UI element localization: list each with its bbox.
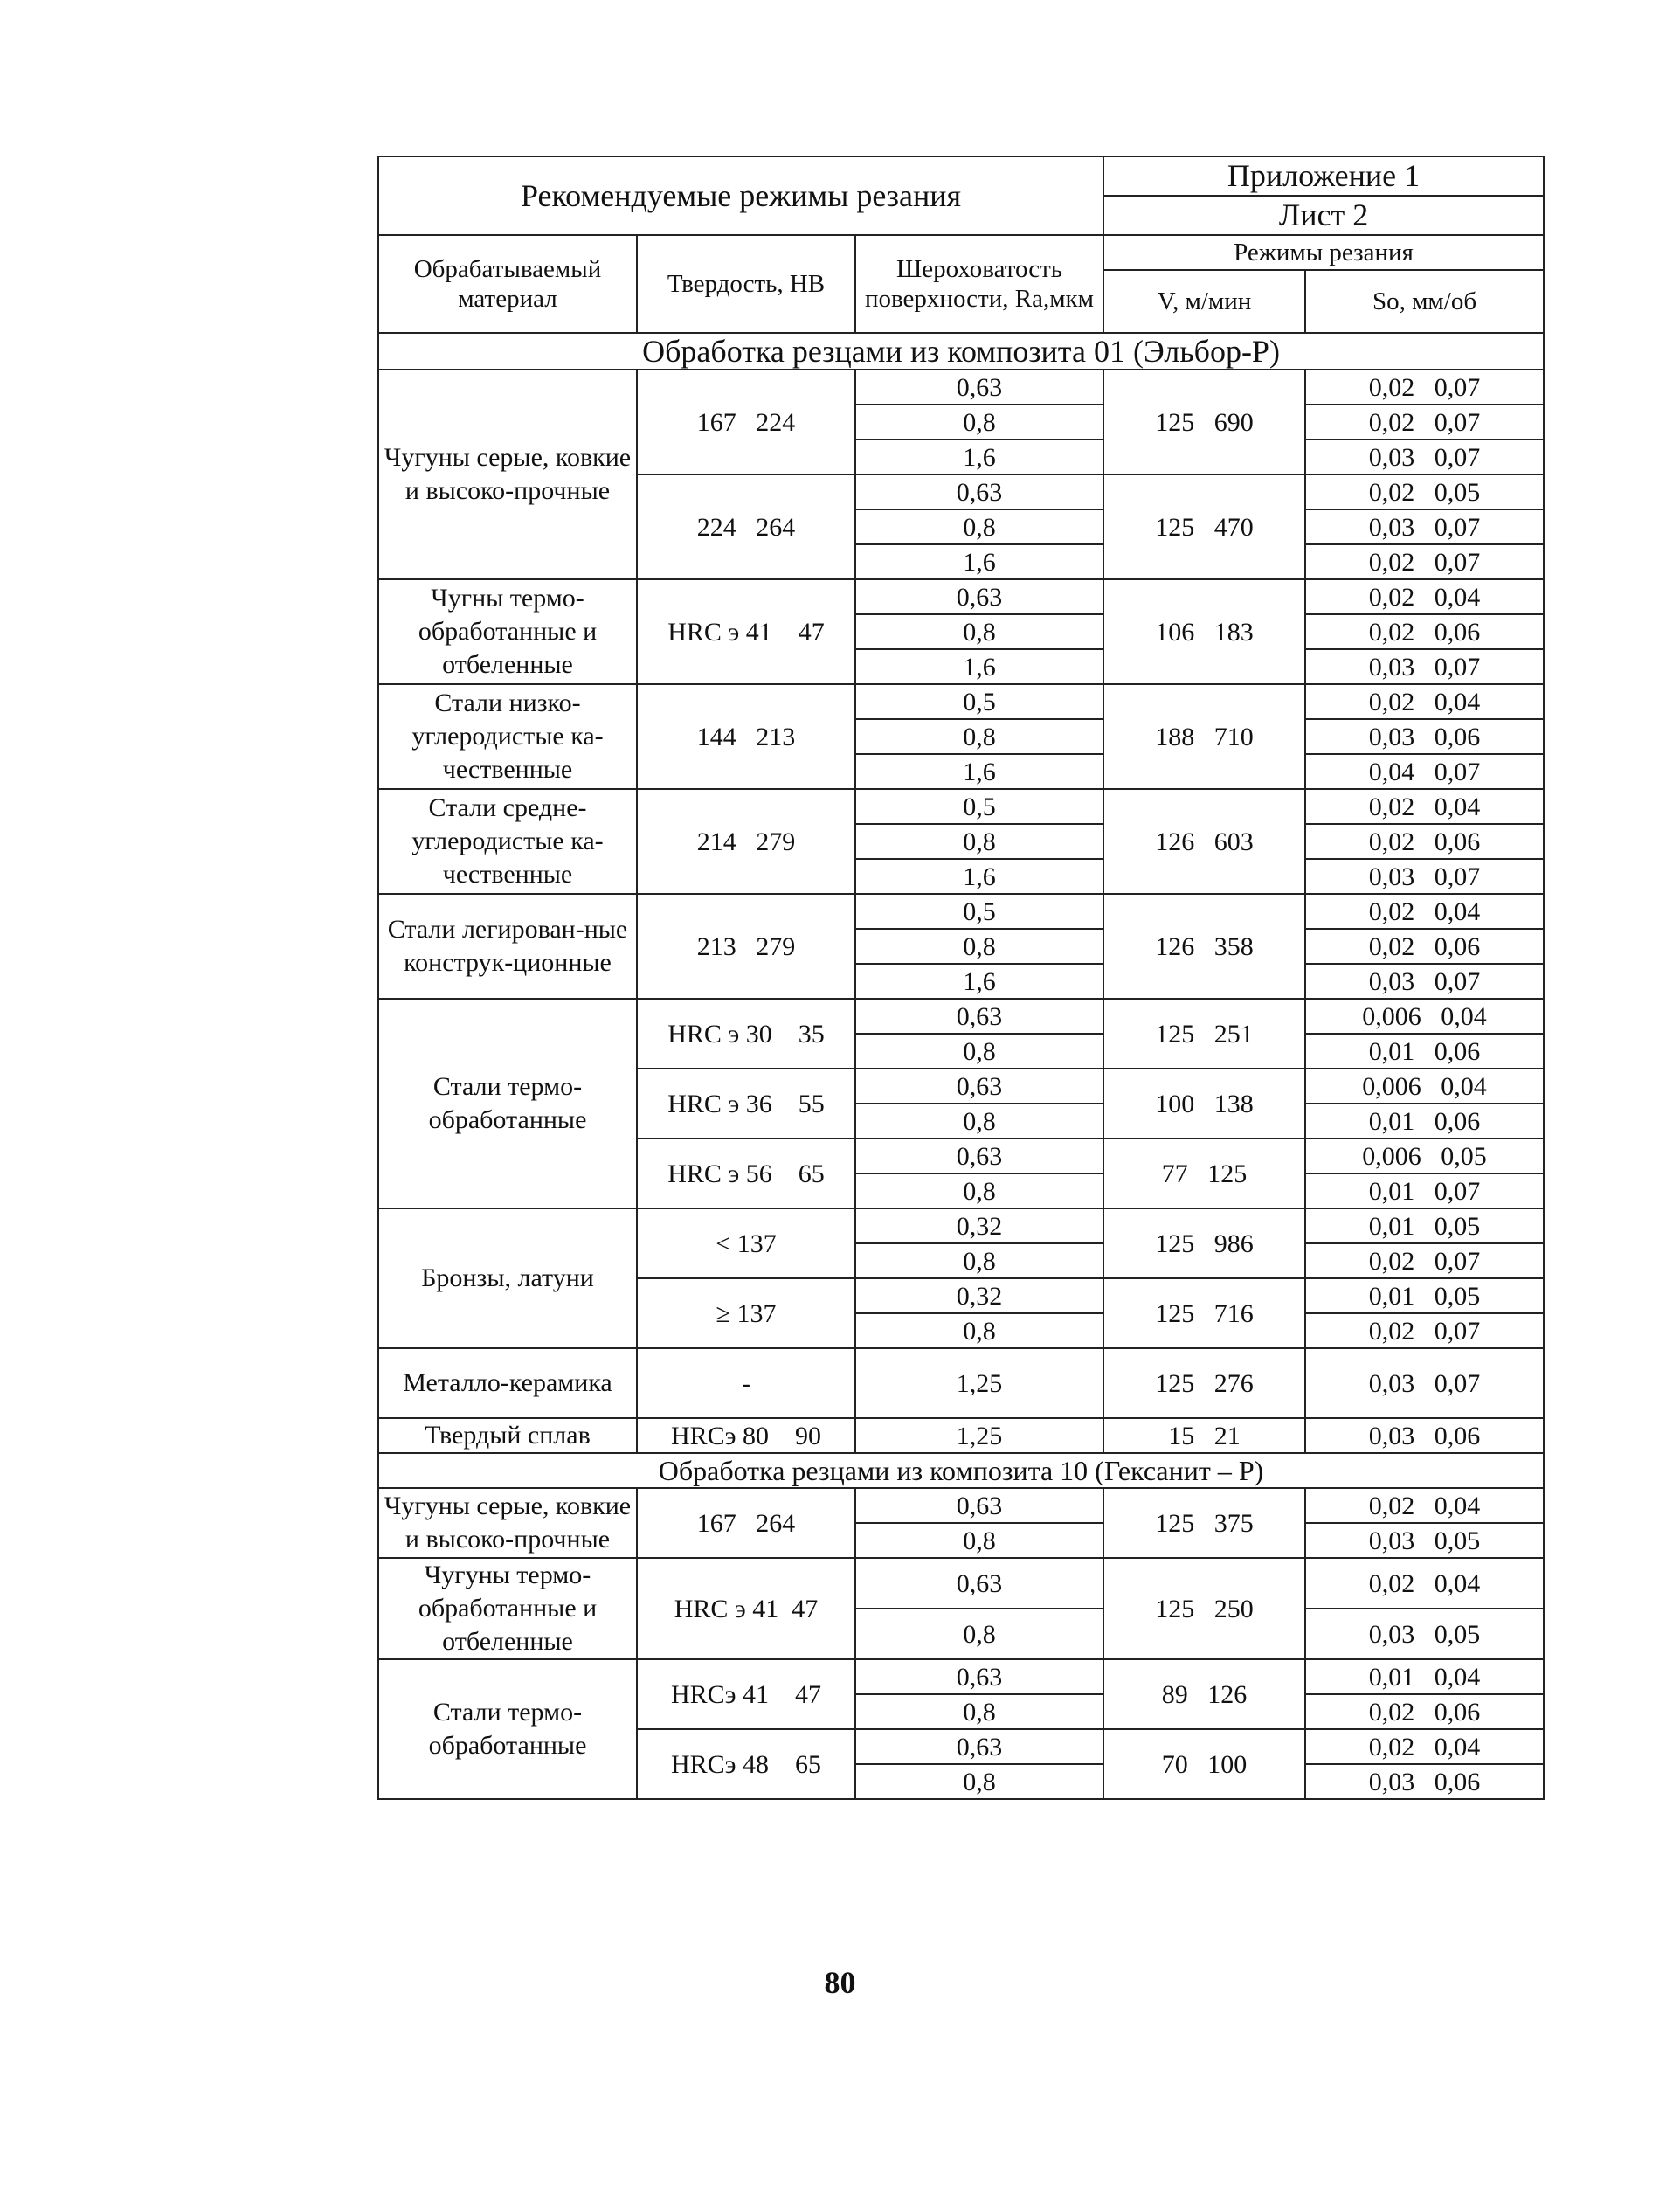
table-row bbox=[378, 1558, 1544, 1609]
roughness-cell: 1,25 bbox=[855, 1348, 1103, 1418]
hardness-cell: HRCэ 48 65 bbox=[637, 1729, 855, 1799]
feed-cell: 0,03 0,06 bbox=[1305, 1764, 1544, 1799]
hardness-cell: HRC э 41 47 bbox=[637, 579, 855, 684]
col-roughness-header: Шероховатость поверхности, Ra,мкм bbox=[855, 235, 1103, 333]
feed-cell: 0,006 0,05 bbox=[1305, 1139, 1544, 1173]
table-row bbox=[378, 894, 1544, 929]
roughness-cell: 0,5 bbox=[855, 684, 1103, 719]
table-row bbox=[378, 579, 1544, 614]
speed-cell: 70 100 bbox=[1103, 1729, 1305, 1799]
material-cell: Стали легирован-ные конструк-ционные bbox=[378, 894, 637, 999]
speed-cell: 126 358 bbox=[1103, 894, 1305, 999]
speed-cell: 125 250 bbox=[1103, 1558, 1305, 1659]
feed-cell: 0,03 0,07 bbox=[1305, 1348, 1544, 1418]
speed-cell: 188 710 bbox=[1103, 684, 1305, 789]
hardness-cell: 167 224 bbox=[637, 370, 855, 474]
feed-cell: 0,006 0,04 bbox=[1305, 1069, 1544, 1104]
table-row bbox=[378, 789, 1544, 824]
hardness-cell: HRC э 30 35 bbox=[637, 999, 855, 1069]
roughness-cell: 0,63 bbox=[855, 1488, 1103, 1523]
col-feed-header: So, мм/об bbox=[1305, 270, 1544, 333]
feed-cell: 0,03 0,06 bbox=[1305, 1418, 1544, 1453]
roughness-cell: 1,6 bbox=[855, 859, 1103, 894]
hardness-cell: ≥ 137 bbox=[637, 1278, 855, 1348]
roughness-cell: 0,8 bbox=[855, 1034, 1103, 1069]
speed-cell: 125 276 bbox=[1103, 1348, 1305, 1418]
feed-cell: 0,04 0,07 bbox=[1305, 754, 1544, 789]
speed-cell: 125 986 bbox=[1103, 1208, 1305, 1278]
material-cell: Стали низко-углеродистые ка-чественные bbox=[378, 684, 637, 789]
roughness-cell: 0,8 bbox=[855, 1523, 1103, 1558]
material-cell: Твердый сплав bbox=[378, 1418, 637, 1453]
roughness-cell: 0,8 bbox=[855, 1764, 1103, 1799]
speed-cell: 125 470 bbox=[1103, 474, 1305, 579]
table-row bbox=[378, 370, 1544, 405]
material-cell: Стали термо-обработанные bbox=[378, 999, 637, 1208]
hardness-cell: HRC э 56 65 bbox=[637, 1139, 855, 1208]
col-speed-header: V, м/мин bbox=[1103, 270, 1305, 333]
feed-cell: 0,02 0,04 bbox=[1305, 789, 1544, 824]
material-cell: Бронзы, латуни bbox=[378, 1208, 637, 1348]
feed-cell: 0,02 0,04 bbox=[1305, 684, 1544, 719]
feed-cell: 0,01 0,06 bbox=[1305, 1104, 1544, 1139]
feed-cell: 0,01 0,04 bbox=[1305, 1659, 1544, 1694]
feed-cell: 0,01 0,05 bbox=[1305, 1208, 1544, 1243]
hardness-cell: < 137 bbox=[637, 1208, 855, 1278]
speed-cell: 106 183 bbox=[1103, 579, 1305, 684]
roughness-cell: 1,25 bbox=[855, 1418, 1103, 1453]
feed-cell: 0,02 0,05 bbox=[1305, 474, 1544, 509]
hardness-cell: - bbox=[637, 1348, 855, 1418]
cutting-modes-table bbox=[377, 156, 1545, 1800]
roughness-cell: 0,8 bbox=[855, 824, 1103, 859]
hardness-cell: 214 279 bbox=[637, 789, 855, 894]
speed-cell: 125 375 bbox=[1103, 1488, 1305, 1558]
roughness-cell: 0,63 bbox=[855, 999, 1103, 1034]
roughness-cell: 0,8 bbox=[855, 1609, 1103, 1659]
feed-cell: 0,01 0,06 bbox=[1305, 1034, 1544, 1069]
feed-cell: 0,02 0,06 bbox=[1305, 614, 1544, 649]
roughness-cell: 0,63 bbox=[855, 579, 1103, 614]
feed-cell: 0,02 0,07 bbox=[1305, 544, 1544, 579]
roughness-cell: 0,8 bbox=[855, 1243, 1103, 1278]
roughness-cell: 0,8 bbox=[855, 1173, 1103, 1208]
hardness-cell: HRC э 41 47 bbox=[637, 1558, 855, 1659]
hardness-cell: 213 279 bbox=[637, 894, 855, 999]
section-title: Обработка резцами из композита 01 (Эльбор-Р) bbox=[378, 333, 1544, 370]
speed-cell: 126 603 bbox=[1103, 789, 1305, 894]
speed-cell: 125 690 bbox=[1103, 370, 1305, 474]
section-row bbox=[378, 1453, 1544, 1488]
roughness-cell: 0,63 bbox=[855, 474, 1103, 509]
roughness-cell: 0,63 bbox=[855, 1659, 1103, 1694]
feed-cell: 0,02 0,07 bbox=[1305, 1243, 1544, 1278]
section-row bbox=[378, 333, 1544, 370]
roughness-cell: 0,8 bbox=[855, 509, 1103, 544]
section-title: Обработка резцами из композита 10 (Гексанит – Р) bbox=[378, 1453, 1544, 1488]
material-cell: Стали термо-обработанные bbox=[378, 1659, 637, 1799]
feed-cell: 0,02 0,07 bbox=[1305, 405, 1544, 440]
material-cell: Стали средне-углеродистые ка-чественные bbox=[378, 789, 637, 894]
roughness-cell: 0,32 bbox=[855, 1278, 1103, 1313]
hardness-cell: 167 264 bbox=[637, 1488, 855, 1558]
feed-cell: 0,03 0,07 bbox=[1305, 859, 1544, 894]
roughness-cell: 0,63 bbox=[855, 1558, 1103, 1609]
feed-cell: 0,02 0,04 bbox=[1305, 579, 1544, 614]
page-number: 80 bbox=[824, 1965, 856, 2000]
speed-cell: 77 125 bbox=[1103, 1139, 1305, 1208]
table-row bbox=[378, 1488, 1544, 1523]
col-modes-header: Режимы резания bbox=[1103, 235, 1544, 270]
roughness-cell: 0,63 bbox=[855, 1139, 1103, 1173]
roughness-cell: 0,8 bbox=[855, 929, 1103, 964]
roughness-cell: 0,63 bbox=[855, 1069, 1103, 1104]
table-body bbox=[378, 333, 1544, 1799]
roughness-cell: 1,6 bbox=[855, 754, 1103, 789]
feed-cell: 0,03 0,07 bbox=[1305, 509, 1544, 544]
table-row bbox=[378, 1348, 1544, 1418]
feed-cell: 0,02 0,04 bbox=[1305, 1488, 1544, 1523]
hardness-cell: 144 213 bbox=[637, 684, 855, 789]
speed-cell: 125 251 bbox=[1103, 999, 1305, 1069]
feed-cell: 0,03 0,05 bbox=[1305, 1523, 1544, 1558]
hardness-cell: HRCэ 80 90 bbox=[637, 1418, 855, 1453]
table-title: Рекомендуемые режимы резания bbox=[378, 156, 1103, 235]
roughness-cell: 0,8 bbox=[855, 1694, 1103, 1729]
material-cell: Чугуны термо-обработанные и отбеленные bbox=[378, 1558, 637, 1659]
feed-cell: 0,02 0,06 bbox=[1305, 824, 1544, 859]
feed-cell: 0,03 0,05 bbox=[1305, 1609, 1544, 1659]
table-row bbox=[378, 999, 1544, 1034]
speed-cell: 100 138 bbox=[1103, 1069, 1305, 1139]
roughness-cell: 1,6 bbox=[855, 544, 1103, 579]
feed-cell: 0,02 0,04 bbox=[1305, 1558, 1544, 1609]
cutting-modes-table-container bbox=[377, 156, 1543, 1800]
material-cell: Металло-керамика bbox=[378, 1348, 637, 1418]
hardness-cell: HRC э 36 55 bbox=[637, 1069, 855, 1139]
roughness-cell: 0,8 bbox=[855, 719, 1103, 754]
feed-cell: 0,02 0,07 bbox=[1305, 1313, 1544, 1348]
feed-cell: 0,03 0,06 bbox=[1305, 719, 1544, 754]
sheet-label: Лист 2 bbox=[1103, 196, 1544, 235]
roughness-cell: 0,8 bbox=[855, 405, 1103, 440]
table-row bbox=[378, 1659, 1544, 1694]
material-cell: Чугны термо-обработанные и отбеленные bbox=[378, 579, 637, 684]
col-hardness-header: Твердость, НВ bbox=[637, 235, 855, 333]
roughness-cell: 0,5 bbox=[855, 789, 1103, 824]
feed-cell: 0,02 0,06 bbox=[1305, 929, 1544, 964]
roughness-cell: 0,8 bbox=[855, 614, 1103, 649]
material-cell: Чугуны серые, ковкие и высоко-прочные bbox=[378, 370, 637, 579]
table-row bbox=[378, 684, 1544, 719]
feed-cell: 0,02 0,07 bbox=[1305, 370, 1544, 405]
appendix-label: Приложение 1 bbox=[1103, 156, 1544, 196]
roughness-cell: 0,63 bbox=[855, 370, 1103, 405]
feed-cell: 0,02 0,06 bbox=[1305, 1694, 1544, 1729]
feed-cell: 0,03 0,07 bbox=[1305, 440, 1544, 474]
feed-cell: 0,03 0,07 bbox=[1305, 649, 1544, 684]
speed-cell: 125 716 bbox=[1103, 1278, 1305, 1348]
feed-cell: 0,01 0,05 bbox=[1305, 1278, 1544, 1313]
roughness-cell: 0,32 bbox=[855, 1208, 1103, 1243]
material-cell: Чугуны серые, ковкие и высоко-прочные bbox=[378, 1488, 637, 1558]
roughness-cell: 0,8 bbox=[855, 1313, 1103, 1348]
feed-cell: 0,02 0,04 bbox=[1305, 1729, 1544, 1764]
speed-cell: 89 126 bbox=[1103, 1659, 1305, 1729]
roughness-cell: 0,63 bbox=[855, 1729, 1103, 1764]
feed-cell: 0,006 0,04 bbox=[1305, 999, 1544, 1034]
hardness-cell: HRCэ 41 47 bbox=[637, 1659, 855, 1729]
roughness-cell: 0,5 bbox=[855, 894, 1103, 929]
roughness-cell: 1,6 bbox=[855, 964, 1103, 999]
speed-cell: 15 21 bbox=[1103, 1418, 1305, 1453]
table-row bbox=[378, 1208, 1544, 1243]
feed-cell: 0,03 0,07 bbox=[1305, 964, 1544, 999]
hardness-cell: 224 264 bbox=[637, 474, 855, 579]
col-material-header: Обрабатываемый материал bbox=[378, 235, 637, 333]
roughness-cell: 1,6 bbox=[855, 649, 1103, 684]
feed-cell: 0,01 0,07 bbox=[1305, 1173, 1544, 1208]
roughness-cell: 1,6 bbox=[855, 440, 1103, 474]
roughness-cell: 0,8 bbox=[855, 1104, 1103, 1139]
table-row bbox=[378, 1418, 1544, 1453]
feed-cell: 0,02 0,04 bbox=[1305, 894, 1544, 929]
